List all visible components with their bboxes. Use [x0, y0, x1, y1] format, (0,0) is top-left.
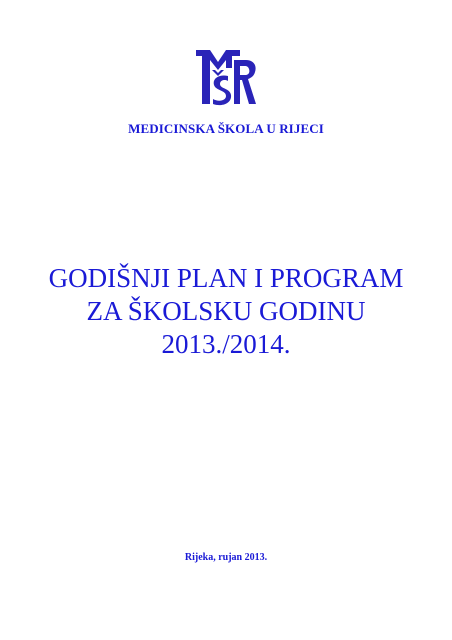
school-name: MEDICINSKA ŠKOLA U RIJECI — [128, 121, 324, 136]
title-line: ZA ŠKOLSKU GODINU — [86, 296, 366, 326]
title-line: 2013./2014. — [161, 329, 291, 359]
place-and-date: Rijeka, rujan 2013. — [184, 552, 268, 563]
school-monogram-logo-icon — [194, 48, 258, 106]
document-title — [0, 262, 452, 361]
title-line: GODIŠNJI PLAN I PROGRAM — [48, 263, 404, 293]
